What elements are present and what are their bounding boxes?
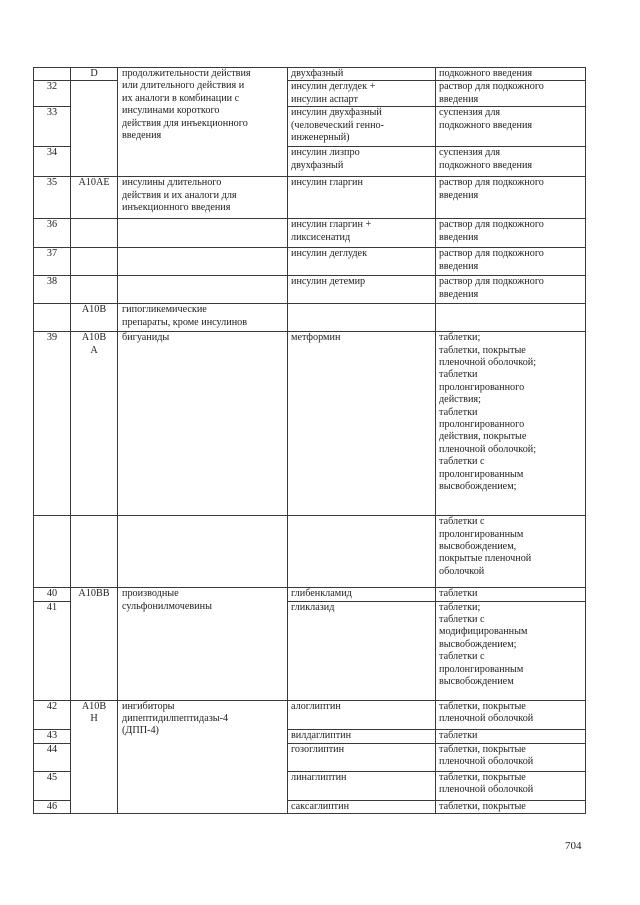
row-number-cell: 36: [34, 219, 71, 248]
drug-name-cell: вилдаглиптин: [288, 729, 436, 743]
atc-code-cell: [71, 219, 118, 248]
row-number-cell: 43: [34, 729, 71, 743]
row-number-cell: 33: [34, 107, 71, 147]
group-description-cell: [118, 248, 288, 276]
dosage-form-cell: подкожного введения: [436, 68, 586, 81]
atc-code-cell: [71, 276, 118, 304]
dosage-form-cell: таблетки, покрытые пленочной оболочкой: [436, 743, 586, 771]
row-number-cell: 40: [34, 588, 71, 601]
group-description-cell: производные сульфонилмочевины: [118, 588, 288, 700]
drug-name-cell: инсулин детемир: [288, 276, 436, 304]
row-number-cell: 35: [34, 177, 71, 219]
row-number-cell: [34, 68, 71, 81]
dosage-form-cell: [436, 304, 586, 332]
group-description-cell: ингибиторы дипептидилпептидазы-4 (ДПП-4): [118, 700, 288, 813]
drug-name-cell: инсулин гларгин: [288, 177, 436, 219]
dosage-form-cell: раствор для подкожного введения: [436, 248, 586, 276]
dosage-form-cell: суспензия для подкожного введения: [436, 147, 586, 177]
dosage-form-cell: таблетки; таблетки с модифицированным высвобождением; таблетки с пролонгированным высвобождением: [436, 601, 586, 700]
table-row: [34, 177, 586, 219]
table-row: [34, 219, 586, 248]
dosage-form-cell: раствор для подкожного введения: [436, 276, 586, 304]
group-description-cell: [118, 516, 288, 588]
group-description-cell: гипогликемические препараты, кроме инсулинов: [118, 304, 288, 332]
drug-name-cell: саксаглиптин: [288, 800, 436, 813]
row-number-cell: 41: [34, 601, 71, 700]
table-row: [34, 68, 586, 81]
table-row: [34, 332, 586, 516]
group-description-cell: продолжительности действия или длительного действия и их аналоги в комбинации с инсулинами короткого действия для инъекционного введения: [118, 68, 288, 177]
table-row: [34, 276, 586, 304]
dosage-form-cell: таблетки; таблетки, покрытые пленочной оболочкой; таблетки пролонгированного действия; таблетки пролонгированного действия, покрытые пленочной оболочкой; таблетки с пролонгированным высвобождением;: [436, 332, 586, 516]
dosage-form-cell: таблетки, покрытые пленочной оболочкой: [436, 700, 586, 729]
table-row: [34, 588, 586, 601]
drug-name-cell: инсулин деглудек: [288, 248, 436, 276]
atc-code-cell: A10B H: [71, 700, 118, 813]
dosage-form-cell: раствор для подкожного введения: [436, 177, 586, 219]
table-row: [34, 516, 586, 588]
drug-name-cell: алоглиптин: [288, 700, 436, 729]
drug-name-cell: инсулин гларгин + ликсисенатид: [288, 219, 436, 248]
atc-code-cell: [71, 248, 118, 276]
drug-name-cell: [288, 516, 436, 588]
dosage-form-cell: таблетки: [436, 729, 586, 743]
row-number-cell: 37: [34, 248, 71, 276]
drug-list-table: [33, 67, 586, 814]
dosage-form-cell: раствор для подкожного введения: [436, 219, 586, 248]
row-number-cell: [34, 516, 71, 588]
group-description-cell: бигуаниды: [118, 332, 288, 516]
table-row: [34, 248, 586, 276]
atc-code-cell: [71, 81, 118, 177]
group-description-cell: [118, 219, 288, 248]
drug-name-cell: гозоглиптин: [288, 743, 436, 771]
row-number-cell: 32: [34, 81, 71, 107]
dosage-form-cell: таблетки, покрытые: [436, 800, 586, 813]
table-row: [34, 304, 586, 332]
drug-name-cell: двухфазный: [288, 68, 436, 81]
drug-name-cell: инсулин лизпро двухфазный: [288, 147, 436, 177]
dosage-form-cell: таблетки, покрытые пленочной оболочкой: [436, 771, 586, 800]
row-number-cell: 34: [34, 147, 71, 177]
dosage-form-cell: таблетки: [436, 588, 586, 601]
row-number-cell: 42: [34, 700, 71, 729]
row-number-cell: 46: [34, 800, 71, 813]
drug-name-cell: метформин: [288, 332, 436, 516]
atc-code-cell: A10B A: [71, 332, 118, 516]
row-number-cell: 45: [34, 771, 71, 800]
drug-name-cell: глибенкламид: [288, 588, 436, 601]
dosage-form-cell: раствор для подкожного введения: [436, 81, 586, 107]
table-row: [34, 700, 586, 729]
atc-code-cell: A10BB: [71, 588, 118, 700]
dosage-form-cell: суспензия для подкожного введения: [436, 107, 586, 147]
page-number: 704: [565, 840, 582, 852]
row-number-cell: 38: [34, 276, 71, 304]
drug-name-cell: линаглиптин: [288, 771, 436, 800]
dosage-form-cell: таблетки с пролонгированным высвобождением, покрытые пленочной оболочкой: [436, 516, 586, 588]
atc-code-cell: A10B: [71, 304, 118, 332]
drug-name-cell: инсулин двухфазный (человеческий генно- инженерный): [288, 107, 436, 147]
row-number-cell: [34, 304, 71, 332]
row-number-cell: 39: [34, 332, 71, 516]
atc-code-cell: D: [71, 68, 118, 81]
group-description-cell: [118, 276, 288, 304]
group-description-cell: инсулины длительного действия и их аналоги для инъекционного введения: [118, 177, 288, 219]
row-number-cell: 44: [34, 743, 71, 771]
atc-code-cell: [71, 516, 118, 588]
drug-name-cell: [288, 304, 436, 332]
atc-code-cell: A10AE: [71, 177, 118, 219]
table-row: [34, 81, 586, 107]
drug-name-cell: гликлазид: [288, 601, 436, 700]
drug-name-cell: инсулин деглудек + инсулин аспарт: [288, 81, 436, 107]
